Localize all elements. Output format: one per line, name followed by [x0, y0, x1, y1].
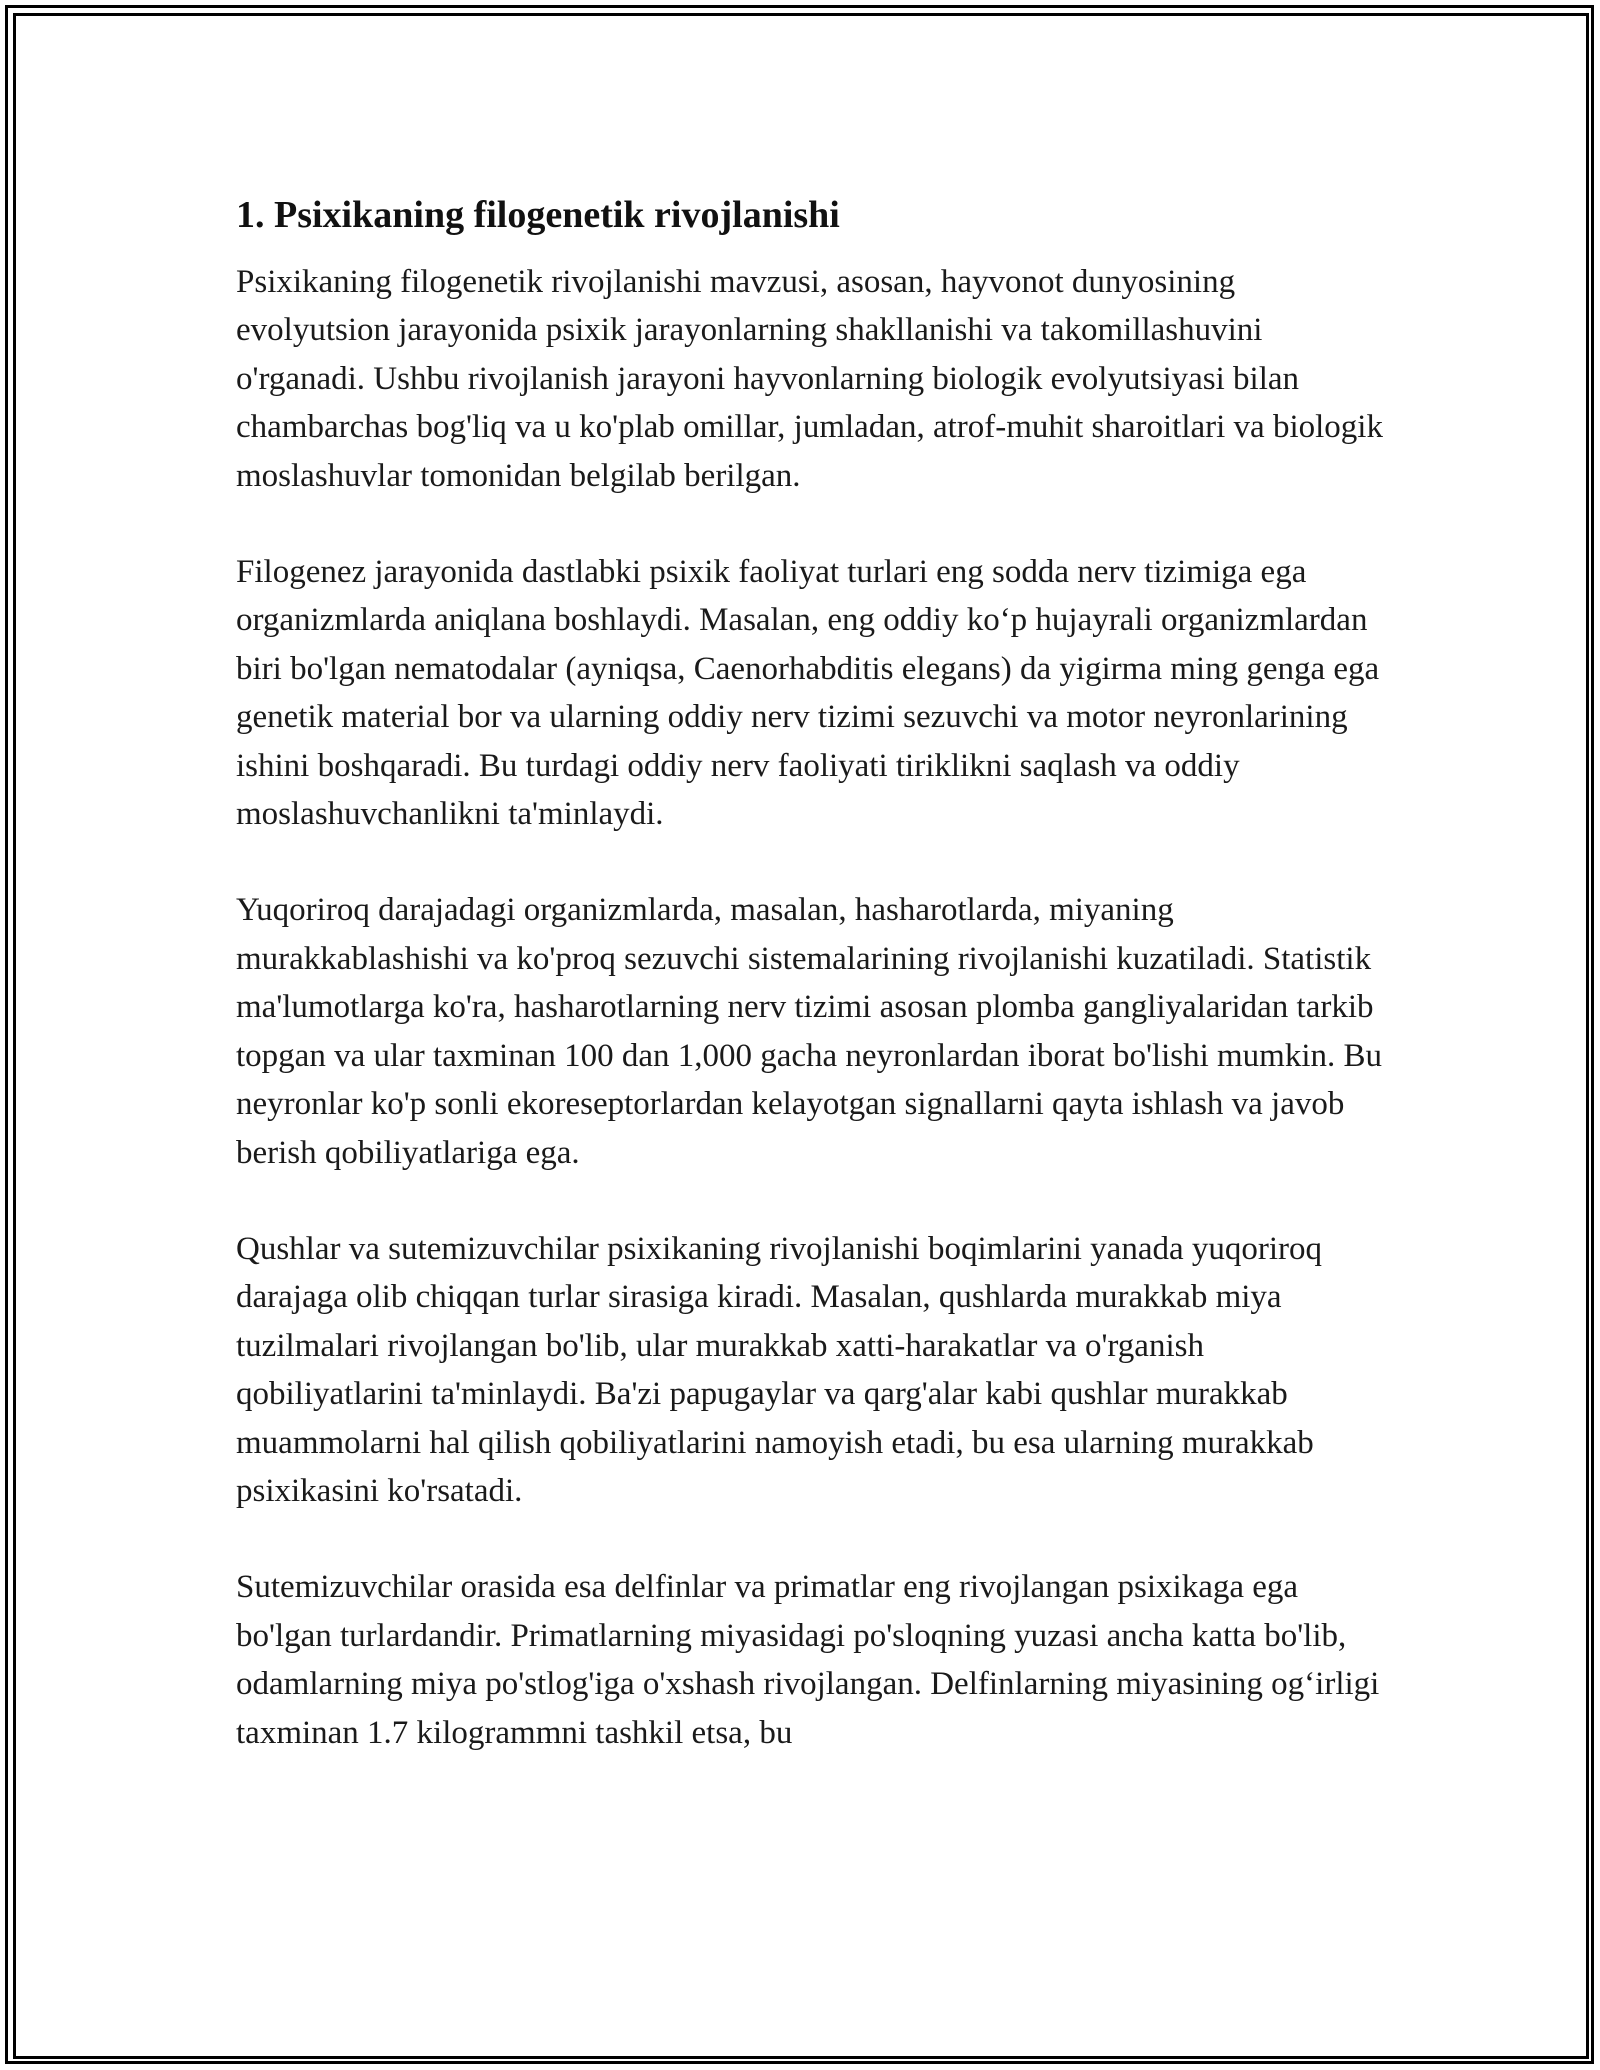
- paragraph-3: Yuqoriroq darajadagi organizmlarda, masalan, hasharotlarda, miyaning murakkablashishi va ko'proq sezuvchi sistemalarining rivojlanishi kuzatiladi. Statistik ma'lumotlarga ko'ra, hasharotlarning nerv tizimi asosan plomba gangliyalaridan tarkib topgan va ular taxminan 100 dan 1,000 gacha neyronlardan iborat bo'lishi mumkin. Bu neyronlar ko'p sonli ekoreseptorlardan kelayotgan signallarni qayta ishlash va javob berish qobiliyatlariga ega.: [236, 892, 1383, 1171]
- document-body: [236, 188, 1396, 1805]
- paragraph-5: Sutemizuvchilar orasida esa delfinlar va primatlar eng rivojlangan psixikaga ega bo'lgan turlardandir. Primatlarning miyasidagi po'sloqning yuzasi ancha katta bo'lib, odamlarning miya po'stlog'iga o'xshash rivojlangan. Delfinlarning miyasining og‘irligi taxminan 1.7 kilogrammni tashkil etsa, bu: [236, 1569, 1380, 1751]
- paragraph-4: Qushlar va sutemizuvchilar psixikaning rivojlanishi boqimlarini yanada yuqoriroq darajaga olib chiqqan turlar sirasiga kiradi. Masalan, qushlarda murakkab miya tuzilmalari rivojlangan bo'lib, ular murakkab xatti-harakatlar va o'rganish qobiliyatlarini ta'minlaydi. Ba'zi papugaylar va qarg'alar kabi qushlar murakkab muammolarni hal qilish qobiliyatlarini namoyish etadi, bu esa ularning murakkab psixikasini ko'rsatadi.: [236, 1230, 1323, 1509]
- section-heading: 1. Psixikaning filogenetik rivojlanishi: [236, 194, 840, 236]
- paragraph-1: Psixikaning filogenetik rivojlanishi mavzusi, asosan, hayvonot dunyosining evolyutsion jarayonida psixik jarayonlarning shakllanishi va takomillashuvini o'rganadi. Ushbu rivojlanish jarayoni hayvonlarning biologik evolyutsiyasi bilan chambarchas bog'liq va u ko'plab omillar, jumladan, atrof-muhit sharoitlari va biologik moslashuvlar tomonidan belgilab berilgan.: [236, 264, 1383, 494]
- paragraph-2: Filogenez jarayonida dastlabki psixik faoliyat turlari eng sodda nerv tizimiga ega organizmlarda aniqlana boshlaydi. Masalan, eng oddiy ko‘p hujayrali organizmlardan biri bo'lgan nematodalar (ayniqsa, Caenorhabditis elegans) da yigirma ming genga ega genetik material bor va ularning oddiy nerv tizimi sezuvchi va motor neyronlarining ishini boshqaradi. Bu turdagi oddiy nerv faoliyati tiriklikni saqlash va oddiy moslashuvchanlikni ta'minlaydi.: [236, 554, 1380, 833]
